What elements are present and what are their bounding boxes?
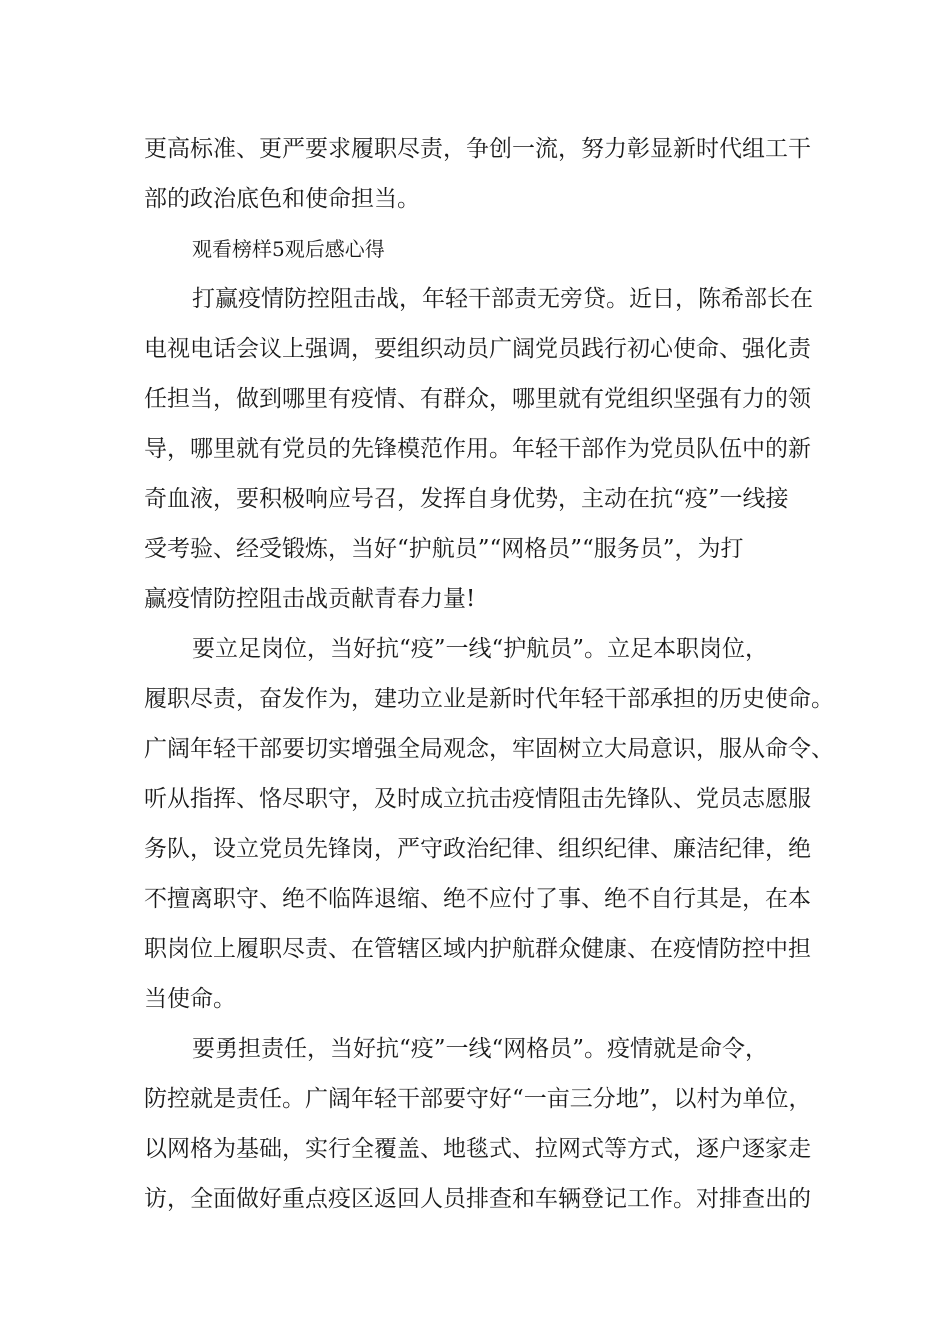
text-line: 防控就是责任。广阔年轻干部要守好“一亩三分地”，以村为单位，: [144, 1086, 812, 1112]
text-line: 要立足岗位，当好抗“疫”一线“护航员”。立足本职岗位，: [192, 636, 769, 662]
text-line: 职岗位上履职尽责、在管辖区域内护航群众健康、在疫情防控中担: [144, 936, 811, 962]
text-line: 受考验、经受锻炼，当好“护航员”“网格员”“服务员”，为打: [144, 536, 744, 562]
text-line: 务队，设立党员先锋岗，严守政治纪律、组织纪律、廉洁纪律，绝: [144, 836, 811, 862]
text-line: 打赢疫情防控阻击战，年轻干部责无旁贷。近日，陈希部长在: [192, 286, 813, 312]
text-line: 访，全面做好重点疫区返回人员排查和车辆登记工作。对排查出的: [144, 1186, 811, 1212]
text-line: 导，哪里就有党员的先锋模范作用。年轻干部作为党员队伍中的新: [144, 436, 811, 462]
text-line: 更高标准、更严要求履职尽责，争创一流，努力彰显新时代组工干: [144, 136, 811, 162]
text-line: 任担当，做到哪里有疫情、有群众，哪里就有党组织坚强有力的领: [144, 386, 811, 412]
text-line: 履职尽责，奋发作为，建功立业是新时代年轻干部承担的历史使命。: [144, 686, 834, 712]
text-line: 听从指挥、恪尽职守，及时成立抗击疫情阻击先锋队、党员志愿服: [144, 786, 811, 812]
text-line: 部的政治底色和使命担当。: [144, 186, 420, 212]
text-line: 要勇担责任，当好抗“疫”一线“网格员”。疫情就是命令，: [192, 1036, 769, 1062]
text-line: 电视电话会议上强调，要组织动员广阔党员践行初心使命、强化责: [144, 336, 811, 362]
text-line: 以网格为基础，实行全覆盖、地毯式、拉网式等方式，逐户逐家走: [144, 1136, 811, 1162]
text-line: 当使命。: [144, 986, 236, 1012]
text-line: 不擅离职守、绝不临阵退缩、绝不应付了事、绝不自行其是，在本: [144, 886, 811, 912]
text-line: 奇血液，要积极响应号召，发挥自身优势，主动在抗“疫”一线接: [144, 486, 789, 512]
text-line: 赢疫情防控阻击战贡献青春力量!: [144, 586, 476, 612]
section-heading: 观看榜样5观后感心得: [192, 237, 385, 261]
text-line: 广阔年轻干部要切实增强全局观念，牢固树立大局意识，服从命令、: [144, 736, 834, 762]
